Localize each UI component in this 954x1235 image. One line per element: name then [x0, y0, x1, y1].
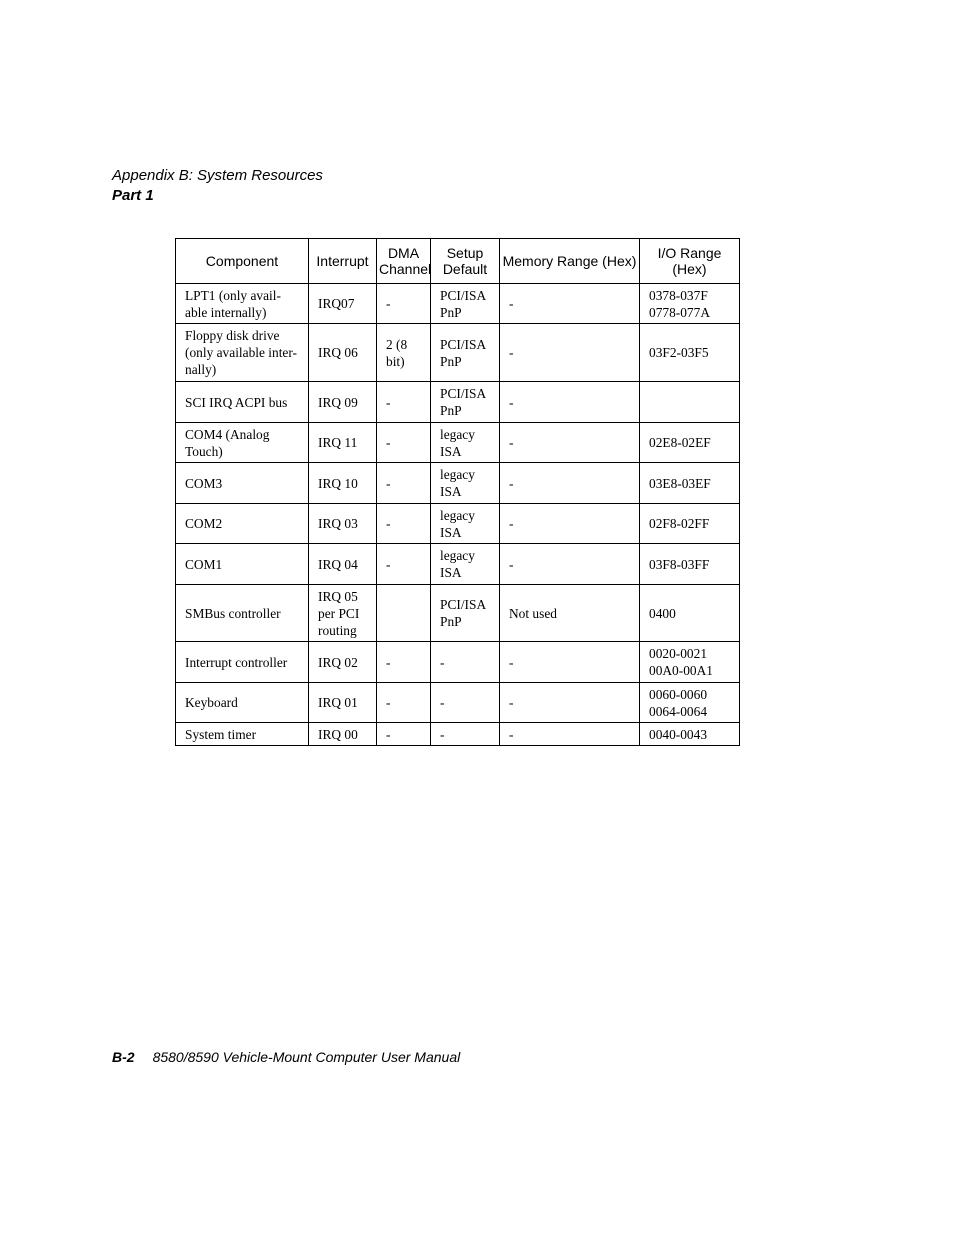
cell-io: 0400: [640, 585, 740, 642]
table-row: [176, 284, 740, 324]
table-row: [176, 683, 740, 723]
cell-setup: legacy ISA: [431, 423, 500, 463]
cell-component: COM2: [176, 504, 309, 544]
cell-setup: PCI/ISA PnP: [431, 284, 500, 324]
table-row: [176, 463, 740, 504]
cell-component: System timer: [176, 723, 309, 746]
cell-dma: -: [377, 463, 431, 504]
cell-interrupt: IRQ 02: [309, 642, 377, 683]
table-row: [176, 585, 740, 642]
cell-component: Interrupt controller: [176, 642, 309, 683]
cell-memory: -: [500, 284, 640, 324]
col-header-component: Component: [176, 239, 309, 284]
cell-io: 02F8-02FF: [640, 504, 740, 544]
cell-setup: PCI/ISA PnP: [431, 324, 500, 382]
cell-io: 0060-0060 0064-0064: [640, 683, 740, 723]
cell-setup: -: [431, 723, 500, 746]
cell-interrupt: IRQ 06: [309, 324, 377, 382]
table-row: [176, 423, 740, 463]
col-header-io-range: I/O Range (Hex): [640, 239, 740, 284]
cell-interrupt: IRQ 09: [309, 382, 377, 423]
cell-setup: -: [431, 683, 500, 723]
manual-title: 8580/8590 Vehicle-Mount Computer User Manual: [152, 1049, 461, 1065]
cell-interrupt: IRQ07: [309, 284, 377, 324]
table-row: [176, 723, 740, 746]
cell-dma: -: [377, 723, 431, 746]
col-header-memory-range: Memory Range (Hex): [500, 239, 640, 284]
cell-component: SMBus controller: [176, 585, 309, 642]
table-header-row: [176, 239, 740, 284]
cell-component: COM3: [176, 463, 309, 504]
cell-io: 03E8-03EF: [640, 463, 740, 504]
cell-component: COM4 (Analog Touch): [176, 423, 309, 463]
cell-interrupt: IRQ 00: [309, 723, 377, 746]
cell-setup: legacy ISA: [431, 544, 500, 585]
cell-memory: -: [500, 463, 640, 504]
cell-setup: -: [431, 642, 500, 683]
cell-component: Floppy disk drive (only available inter- nally): [176, 324, 309, 382]
cell-memory: -: [500, 423, 640, 463]
table-row: [176, 324, 740, 382]
cell-io: 02E8-02EF: [640, 423, 740, 463]
cell-dma: -: [377, 284, 431, 324]
cell-dma: -: [377, 544, 431, 585]
section-title: Appendix B: System Resources: [112, 167, 323, 184]
cell-dma: 2 (8 bit): [377, 324, 431, 382]
cell-memory: -: [500, 382, 640, 423]
cell-interrupt: IRQ 03: [309, 504, 377, 544]
cell-component: LPT1 (only avail- able internally): [176, 284, 309, 324]
cell-interrupt: IRQ 05 per PCI routing: [309, 585, 377, 642]
cell-component: COM1: [176, 544, 309, 585]
table-row: [176, 382, 740, 423]
running-header: [112, 166, 323, 206]
cell-interrupt: IRQ 11: [309, 423, 377, 463]
cell-memory: -: [500, 504, 640, 544]
cell-interrupt: IRQ 10: [309, 463, 377, 504]
col-header-dma-channel: DMA Channel: [377, 239, 431, 284]
page-footer: [112, 1047, 460, 1067]
cell-io: [640, 382, 740, 423]
cell-dma: -: [377, 504, 431, 544]
cell-dma: -: [377, 683, 431, 723]
cell-memory: -: [500, 683, 640, 723]
system-resources-table: [175, 238, 740, 746]
cell-memory: -: [500, 642, 640, 683]
cell-memory: -: [500, 324, 640, 382]
cell-setup: legacy ISA: [431, 504, 500, 544]
cell-setup: legacy ISA: [431, 463, 500, 504]
cell-dma: [377, 585, 431, 642]
col-header-setup-default: Setup Default: [431, 239, 500, 284]
cell-interrupt: IRQ 04: [309, 544, 377, 585]
cell-io: 0378-037F 0778-077A: [640, 284, 740, 324]
cell-setup: PCI/ISA PnP: [431, 382, 500, 423]
cell-memory: Not used: [500, 585, 640, 642]
cell-setup: PCI/ISA PnP: [431, 585, 500, 642]
cell-io: 03F8-03FF: [640, 544, 740, 585]
part-label: Part 1: [112, 187, 154, 204]
cell-io: 0020-0021 00A0-00A1: [640, 642, 740, 683]
cell-component: Keyboard: [176, 683, 309, 723]
cell-memory: -: [500, 723, 640, 746]
col-header-interrupt: Interrupt: [309, 239, 377, 284]
cell-dma: -: [377, 642, 431, 683]
cell-io: 0040-0043: [640, 723, 740, 746]
page-number: B-2: [112, 1049, 135, 1065]
cell-io: 03F2-03F5: [640, 324, 740, 382]
cell-interrupt: IRQ 01: [309, 683, 377, 723]
cell-dma: -: [377, 423, 431, 463]
table-row: [176, 504, 740, 544]
table-row: [176, 544, 740, 585]
table-row: [176, 642, 740, 683]
cell-component: SCI IRQ ACPI bus: [176, 382, 309, 423]
cell-memory: -: [500, 544, 640, 585]
cell-dma: -: [377, 382, 431, 423]
